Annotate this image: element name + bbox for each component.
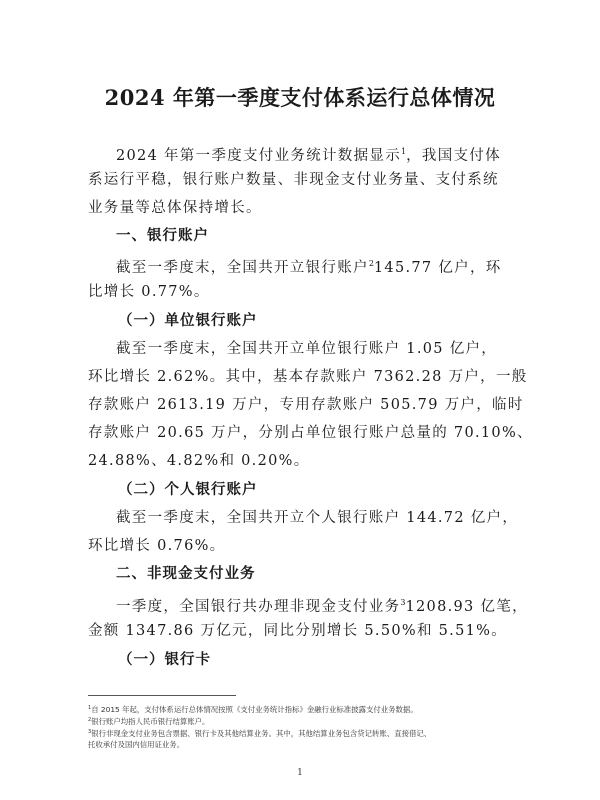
footnote-3 <box>88 727 528 739</box>
section-1-para-line-1 <box>116 254 556 278</box>
footnote-2-text: 银行账户均指人民币银行结算账户。 <box>91 717 210 726</box>
section-2-heading: 二、非现金支付业务 <box>116 566 256 582</box>
section-2-line-1 <box>116 593 556 617</box>
footnote-ref-1: 1 <box>401 147 407 156</box>
document-title: 2024 年第一季度支付体系运行总体情况 <box>104 85 496 110</box>
footnote-ref-2: 2 <box>368 259 374 268</box>
page-number: 1 <box>297 768 303 778</box>
unit-accounts-line-1: 截至一季度末，全国共开立单位银行账户 1.05 亿户， <box>116 341 498 357</box>
footnote-1 <box>88 703 528 715</box>
footnote-1-number: 1 <box>88 705 92 711</box>
footnote-divider <box>88 695 236 696</box>
intro-line-3: 业务量等总体保持增长。 <box>88 200 262 216</box>
intro-line-1-tail: ，我国支付体 <box>406 148 501 164</box>
unit-accounts-line-3: 存款账户 2613.19 万户，专用存款账户 505.79 万户，临时 <box>88 397 524 413</box>
section-1-para-line-1-tail: 145.77 亿户，环 <box>373 260 502 276</box>
footnote-3-continued-text: 托收承付及国内信用证业务。 <box>88 740 185 749</box>
subsection-bank-card-heading: （一）银行卡 <box>118 652 211 668</box>
footnote-3-continued <box>88 739 528 750</box>
unit-accounts-line-4: 存款账户 20.65 万户，分别占单位银行账户总量的 70.10%、 <box>88 425 533 441</box>
intro-line-1-text: 2024 年第一季度支付业务统计数据显示 <box>116 148 402 164</box>
section-1-heading: 一、银行账户 <box>116 228 209 244</box>
section-2-line-2: 金额 1347.86 万亿元，同比分别增长 5.50%和 5.51%。 <box>88 623 508 639</box>
unit-accounts-line-2: 环比增长 2.62%。其中，基本存款账户 7362.28 万户，一般 <box>88 369 528 385</box>
footnote-1-text: 自 2015 年起，支付体系运行总体情况按照《支付业务统计指标》金融行业标准披露支付业务数据。 <box>91 705 418 714</box>
footnote-2 <box>88 715 528 727</box>
footnote-2-number: 2 <box>88 717 92 723</box>
personal-accounts-line-1: 截至一季度末，全国共开立个人银行账户 144.72 亿户， <box>116 510 519 526</box>
intro-line-2: 系运行平稳，银行账户数量、非现金支付业务量、支付系统 <box>88 172 499 188</box>
personal-accounts-line-2: 环比增长 0.76%。 <box>88 538 226 554</box>
footnote-3-number: 3 <box>88 729 92 735</box>
footnote-3-text: 银行非现金支付业务包含票据、银行卡及其他结算业务。其中，其他结算业务包含贷记转账、直接借记、 <box>91 729 432 738</box>
subsection-personal-accounts-heading: （二）个人银行账户 <box>118 482 258 498</box>
subsection-unit-accounts-heading: （一）单位银行账户 <box>118 313 258 329</box>
section-1-para-line-2: 比增长 0.77%。 <box>88 284 210 300</box>
footnote-ref-3: 3 <box>400 598 406 607</box>
section-2-line-1-tail: 1208.93 亿笔， <box>405 599 528 615</box>
unit-accounts-line-5: 24.88%、4.82%和 0.20%。 <box>88 453 310 469</box>
intro-line-1 <box>116 142 556 166</box>
section-1-para-line-1-text: 截至一季度末，全国共开立银行账户 <box>116 260 369 276</box>
section-2-line-1-text: 一季度，全国银行共办理非现金支付业务 <box>116 599 401 615</box>
